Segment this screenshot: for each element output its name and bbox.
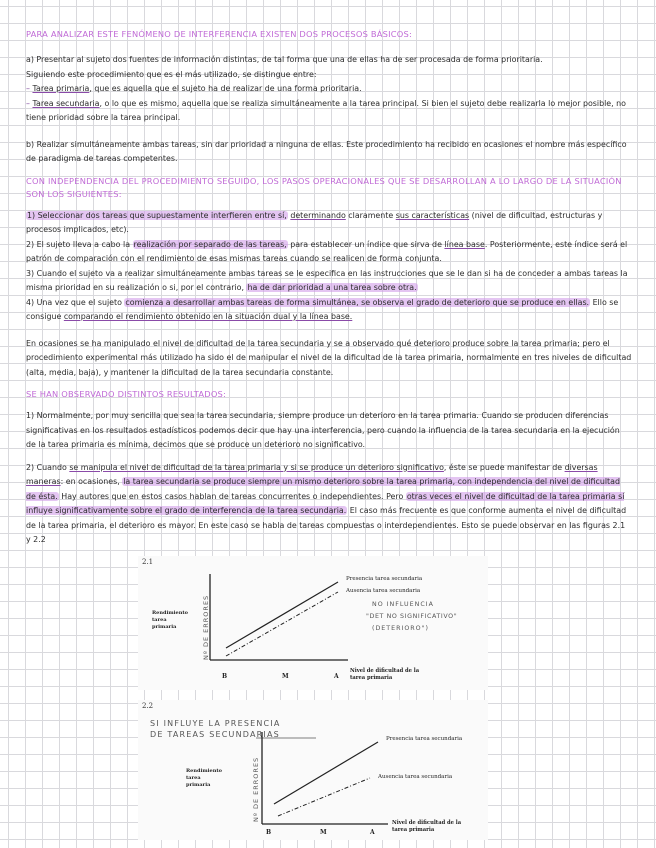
result-2 (26, 461, 632, 548)
fig2-series2-label: Ausencia tarea secundaria (378, 774, 453, 780)
step3-start: 3) Cuando el sujeto va a realizar simultáneamente ambas tareas se le especifica en las instrucciones que se le dan si ha de conceder a ambas tareas la misma prioridad en su realización o si, por el contrario, (26, 268, 628, 292)
fig2-tick-m: M (320, 829, 327, 836)
paragraph-a: a) Presentar al sujeto dos fuentes de información distintas, de tal forma que una de ellas ha de ser procesada de forma prioritaria. Siguiendo este procedimiento que es el más utilizado, se distingue entre: – Tarea primaria, que es aquella que el sujeto ha de realizar de una forma prioritaria. – Tarea secundaria, o lo que es mismo, aquella que se realiza simultáneamente a la tarea principal. Si bien el sujeto debe realizarla lo mejor posible, no tiene prioridad sobre la tarea principal. (26, 55, 627, 122)
fig1-y-label-1: Rendimiento (152, 610, 189, 616)
fig1-y-label-2: tarea (152, 617, 167, 623)
r2-underline-1: se manipula el nivel de dificultad de la tarea primaria y si se produce un deterioro significativo (69, 462, 444, 472)
fig1-line-presence (226, 582, 338, 648)
fig1-tick-m: M (282, 673, 289, 680)
fig2-series1-label: Presencia tarea secundaria (386, 736, 463, 742)
term-primary-task: Tarea primaria (32, 84, 90, 93)
r2-highlight-2: otras veces el nivel de dificultad de la tarea primaria sí influye significativamente sobre el grado de interferencia de la tarea secundaria. (26, 491, 625, 515)
a-intro: a) Presentar al sujeto dos fuentes de información distintas, de tal forma que una de ellas ha de ser procesada de forma prioritaria. (26, 55, 543, 64)
fig2-y-label-1: Rendimiento (186, 768, 223, 774)
fig1-series1-label: Presencia tarea secundaria (346, 576, 423, 582)
fig1-y-hand: Nº DE ERRORES (202, 594, 210, 660)
step2-start: 2) El sujeto lleva a cabo la (26, 239, 133, 249)
r2-highlight-1: la tarea secundaria se produce siempre un mismo deterioro sobre la tarea primaria, con independencia del nivel de dificultad de ésta. (26, 477, 620, 501)
step2-rest: . Posteriormente, este índice será el patrón de comparación con el rendimiento de esas mismas tareas cuando se realicen de forma conjunta. (26, 239, 628, 263)
notes-page (26, 28, 632, 548)
a-line2: Siguiendo este procedimiento que es el más utilizado, se distingue entre: (26, 69, 317, 79)
fig1-tick-a: A (334, 673, 339, 680)
fig2-x-label-1: Nivel de dificultad de la (392, 820, 462, 826)
fig1-x-label-2: tarea primaria (350, 675, 393, 681)
fig2-tick-a: A (370, 829, 375, 836)
step4-mid: Ello se consigue (26, 297, 619, 321)
step1-mid: claramente (345, 210, 396, 220)
fig2-y-hand: Nº DE ERRORES (252, 756, 260, 822)
r2-mid-3: Hay autores que en estos casos hablan de tareas concurrentes o independientes. Pero (58, 491, 406, 501)
figure-2-2-number: 2.2 (142, 702, 154, 710)
step2-mid: para establecer un índice que sirva de (287, 239, 445, 249)
term-secondary-task: Tarea secundaria (32, 98, 100, 108)
steps-list (26, 209, 632, 325)
fig2-x-label-2: tarea primaria (392, 827, 435, 833)
fig1-line-absence (226, 592, 338, 656)
fig1-y-label-3: primaria (152, 624, 177, 630)
step1-highlight: 1) Seleccionar dos tareas que supuestamente interfieren entre sí, (27, 210, 287, 220)
step4-start: 4) Una vez que el sujeto (26, 297, 125, 307)
figure-2-1-number: 2.1 (142, 558, 154, 566)
step2-highlight: realización por separado de las tareas, (133, 239, 287, 249)
step1-underline-1: determinando (290, 210, 346, 220)
step1-rest: (nivel de dificultad, estructuras y procesos implicados, etc). (26, 210, 603, 234)
step2-underline: línea base (444, 239, 485, 249)
fig2-hand-title-1: SI INFLUYE LA PRESENCIA (150, 719, 281, 728)
fig1-note-3: (DETERIORO") (372, 625, 429, 632)
heading-results: SE HAN OBSERVADO DISTINTOS RESULTADOS: (26, 389, 227, 399)
fig1-note-1: NO INFLUENCIA (372, 601, 434, 608)
fig2-line-presence (274, 742, 378, 804)
heading-steps: CON INDEPENDENCIA DEL PROCEDIMIENTO SEGUIDO, LOS PASOS OPERACIONALES QUE SE DESARROLLAN A LO LARGO DE LA SITUACIÓN SON LOS SIGUIENTES: (26, 175, 622, 199)
r2-start: 2) Cuando (26, 462, 70, 472)
fig2-tick-b: B (266, 829, 272, 836)
figure-2-2 (138, 700, 488, 840)
step4-highlight: comienza a desarrollar ambas tareas de forma simultánea, se observa el grado de deterioro que se produce en ellas. (125, 297, 590, 307)
r2-underline-2: diversas maneras (26, 462, 598, 486)
step4-underline: comparando el rendimiento obtenido en la situación dual y la línea base. (63, 312, 353, 321)
step3-highlight: ha de dar prioridad a una tarea sobre otra. (247, 283, 417, 292)
fig2-y-label-2: tarea (186, 775, 201, 781)
fig1-x-label-1: Nivel de dificultad de la (350, 668, 420, 674)
r2-mid-1: , éste se puede manifestar de (443, 462, 565, 472)
figure-2-1 (138, 556, 488, 690)
fig2-hand-title-2: DE TAREAS SECUNDARIAS (150, 730, 280, 739)
fig1-tick-b: B (222, 673, 228, 680)
step1-underline-2: sus características (395, 210, 470, 220)
figure-2-2-graph (138, 700, 488, 840)
result-1: 1) Normalmente, por muy sencilla que sea la tarea secundaria, siempre produce un deterioro en la tarea primaria. Cuando se producen diferencias significativas en los resultados estadísticos podemos decir que hay una interferencia, pero cuando la influencia de la tarea secundaria en la ejecución de la tarea primaria es mínima, decimos que se produce un deterioro no significativo. (26, 411, 620, 449)
primary-task-def: , que es aquella que el sujeto ha de realizar de una forma prioritaria. (89, 84, 362, 93)
secondary-task-def: , o lo que es mismo, aquella que se realiza simultáneamente a la tarea principal. Si bien el sujeto debe realizarla lo mejor posible, no tiene prioridad sobre la tarea principal. (26, 98, 627, 122)
paragraph-occasions: En ocasiones se ha manipulado el nivel de dificultad de la tarea secundaria y se a observado qué deterioro produce sobre la tarea primaria; pero el procedimiento experimental más utilizado ha sido el de manipular el nivel de la dificultad de la tarea primaria, normalmente en tres niveles de dificultad (alta, media, baja), y mantener la dificultad de la tarea secundaria constante. (26, 338, 632, 377)
r2-mid-2: : en ocasiones, (60, 477, 123, 486)
paragraph-b: b) Realizar simultáneamente ambas tareas, sin dar prioridad a ninguna de ellas. Este procedimiento ha recibido en ocasiones el nombre más específico de paradigma de tareas competentes. (26, 139, 627, 163)
fig2-line-absence (278, 778, 370, 816)
fig2-y-label-3: primaria (186, 782, 211, 788)
fig1-note-2: "DET NO SIGNIFICATIVO" (366, 613, 458, 620)
heading-processes: PARA ANALIZAR ESTE FENÓMENO DE INTERFERENCIA EXISTEN DOS PROCESOS BÁSICOS: (26, 29, 412, 39)
r2-rest: El caso más frecuente es que conforme aumenta el nivel de dificultad de la tarea primaria, el deterioro es mayor. En este caso se habla de tareas compuestas o interdependientes. Esto se puede observar en las figuras 2.1 y 2.2 (26, 506, 627, 544)
fig1-series2-label: Ausencia tarea secundaria (346, 588, 421, 594)
figure-2-1-graph (138, 556, 488, 690)
